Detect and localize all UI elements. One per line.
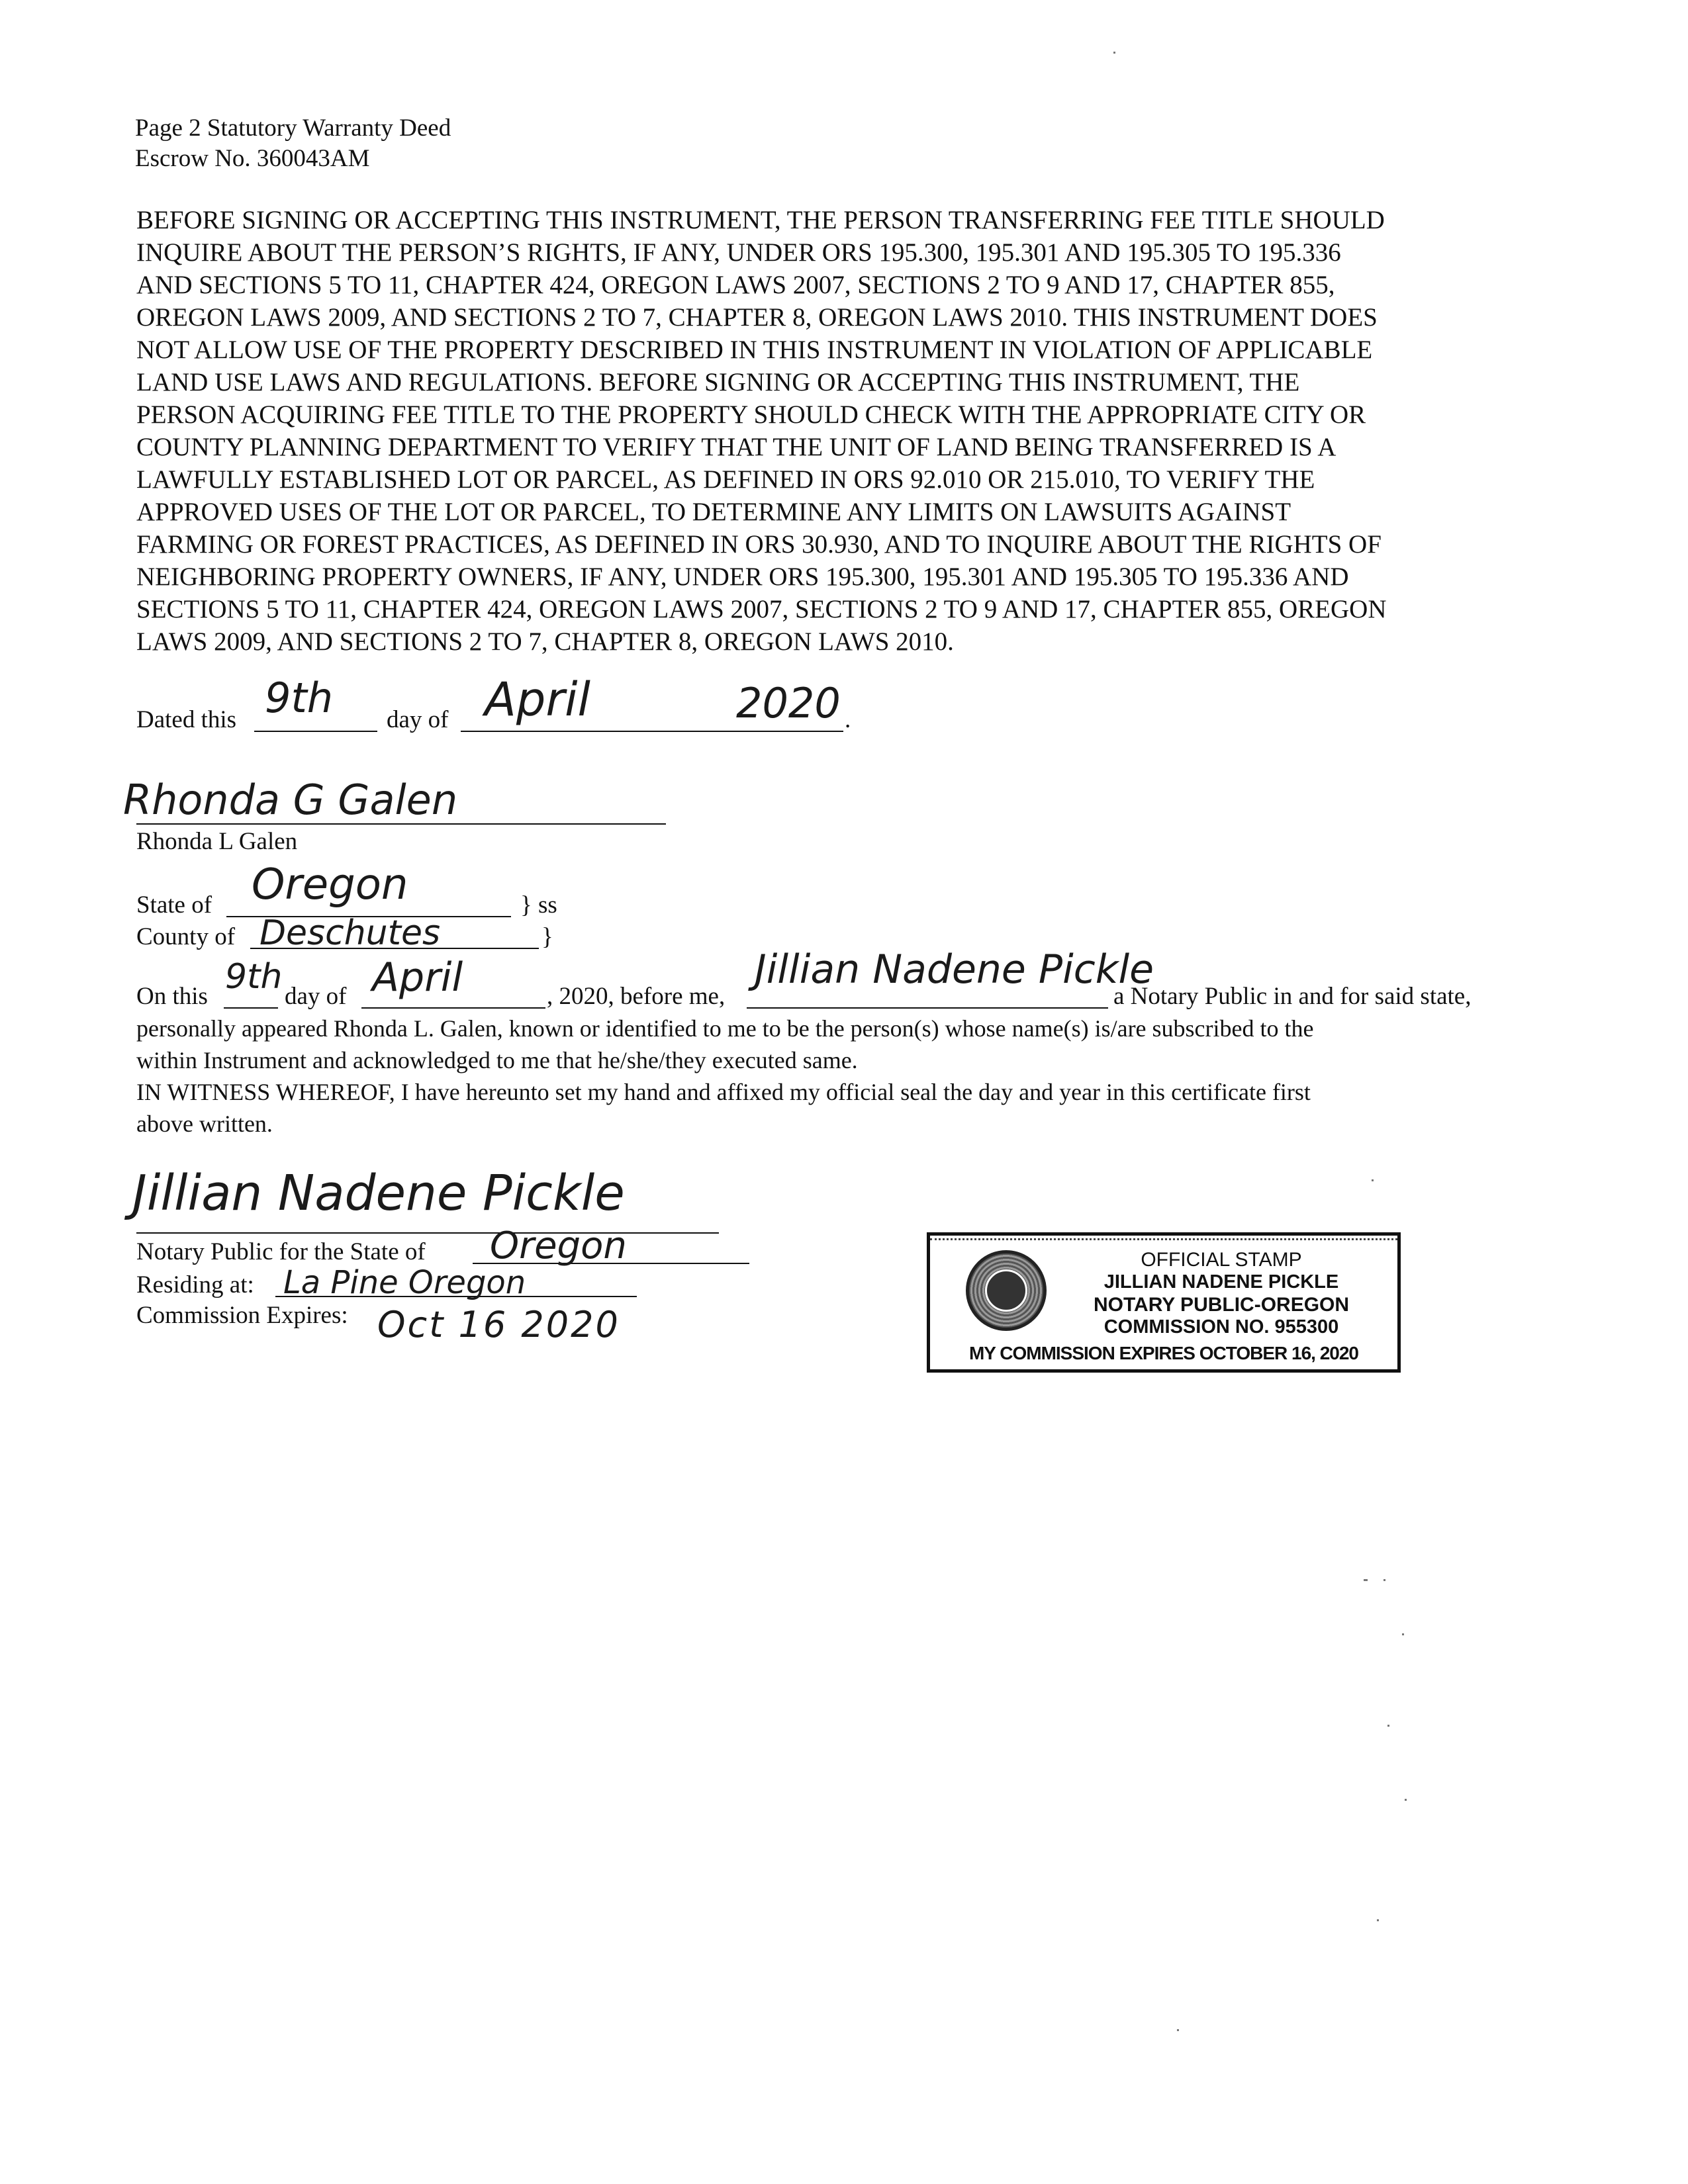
grantor-signature: Rhonda G Galen	[123, 776, 458, 824]
statement-line: PERSON ACQUIRING FEE TITLE TO THE PROPERTY SHOULD CHECK WITH THE APPROPRIATE CITY OR	[136, 400, 1366, 429]
ack-notary-name-blank	[747, 1007, 1108, 1009]
scan-speck	[1402, 1633, 1404, 1635]
notary-signature: Jillian Nadene Pickle	[132, 1165, 625, 1222]
venue-county-handwritten: Deschutes	[259, 913, 441, 953]
statement-line: LAWS 2009, AND SECTIONS 2 TO 7, CHAPTER 8, OREGON LAWS 2010.	[136, 627, 954, 656]
notary-signature-line	[136, 1232, 719, 1234]
scan-speck	[1383, 1579, 1385, 1581]
stamp-top-border	[930, 1238, 1397, 1240]
scan-speck	[1405, 1799, 1407, 1801]
oregon-state-seal-icon	[966, 1250, 1047, 1331]
escrow-number: Escrow No. 360043AM	[135, 145, 370, 172]
scan-speck	[1372, 1179, 1374, 1181]
ack-month-handwritten: April	[372, 954, 463, 1001]
venue-state-handwritten: Oregon	[252, 860, 408, 909]
dated-suffix: .	[845, 706, 851, 733]
ack-line-3: within Instrument and acknowledged to me that he/she/they executed same.	[136, 1047, 858, 1073]
dated-year-handwritten: 2020	[736, 679, 841, 727]
notary-expires-handwritten: Oct 16 2020	[377, 1304, 620, 1345]
statement-line: INQUIRE ABOUT THE PERSON’S RIGHTS, IF ANY, UNDER ORS 195.300, 195.301 AND 195.305 TO 195.336	[136, 238, 1341, 267]
page-header-title: Page 2 Statutory Warranty Deed	[135, 114, 451, 142]
statement-line: APPROVED USES OF THE LOT OR PARCEL, TO DETERMINE ANY LIMITS ON LAWSUITS AGAINST	[136, 498, 1291, 526]
stamp-line-5: MY COMMISSION EXPIRES OCTOBER 16, 2020	[968, 1343, 1359, 1363]
statement-line: NEIGHBORING PROPERTY OWNERS, IF ANY, UNDER ORS 195.300, 195.301 AND 195.305 TO 195.336 AND	[136, 563, 1349, 591]
statement-line: LAND USE LAWS AND REGULATIONS. BEFORE SIGNING OR ACCEPTING THIS INSTRUMENT, THE	[136, 368, 1300, 396]
ack-day-handwritten: 9th	[225, 957, 283, 997]
ack-notary-name-handwritten: Jillian Nadene Pickle	[755, 946, 1154, 993]
notary-residing-label: Residing at:	[136, 1271, 254, 1298]
ack-year-text: , 2020, before me,	[547, 983, 726, 1010]
dated-day-blank	[254, 731, 377, 732]
stamp-line-1: OFFICIAL STAMP	[1141, 1249, 1302, 1271]
notary-state-handwritten: Oregon	[490, 1224, 627, 1267]
ack-day-blank	[224, 1007, 278, 1009]
ack-line-2: personally appeared Rhonda L. Galen, known or identified to me to be the person(s) whose name(s) is/are subscribed to the	[136, 1015, 1314, 1042]
stamp-line-4: COMMISSION NO. 955300	[1103, 1316, 1339, 1338]
ack-day-of: day of	[285, 983, 347, 1010]
venue-brace: }	[541, 923, 553, 950]
scan-speck	[1177, 2029, 1179, 2031]
grantor-signature-line	[136, 823, 666, 825]
dated-middle: day of	[387, 706, 449, 733]
county-label: County of	[136, 923, 236, 950]
ack-line-5: above written.	[136, 1111, 273, 1137]
stamp-line-3: NOTARY PUBLIC-OREGON	[1093, 1294, 1350, 1316]
notary-state-label: Notary Public for the State of	[136, 1238, 426, 1265]
scan-speck	[1387, 1725, 1389, 1727]
notary-expires-label: Commission Expires:	[136, 1302, 348, 1329]
notary-residing-handwritten: La Pine Oregon	[283, 1264, 526, 1301]
ack-month-blank	[361, 1007, 545, 1009]
statement-line: AND SECTIONS 5 TO 11, CHAPTER 424, OREGON LAWS 2007, SECTIONS 2 TO 9 AND 17, CHAPTER 855,	[136, 271, 1335, 299]
statement-line: BEFORE SIGNING OR ACCEPTING THIS INSTRUMENT, THE PERSON TRANSFERRING FEE TITLE SHOULD	[136, 206, 1385, 234]
grantor-printed-name: Rhonda L Galen	[136, 828, 298, 855]
stamp-line-2: JILLIAN NADENE PICKLE	[1103, 1271, 1339, 1293]
statement-line: SECTIONS 5 TO 11, CHAPTER 424, OREGON LAWS 2007, SECTIONS 2 TO 9 AND 17, CHAPTER 855, OREGON	[136, 595, 1387, 623]
dated-day-handwritten: 9th	[265, 674, 334, 722]
statement-line: FARMING OR FOREST PRACTICES, AS DEFINED IN ORS 30.930, AND TO INQUIRE ABOUT THE RIGHTS OF	[136, 530, 1382, 559]
ack-on-this: On this	[136, 983, 208, 1010]
statement-line: COUNTY PLANNING DEPARTMENT TO VERIFY THAT THE UNIT OF LAND BEING TRANSFERRED IS A	[136, 433, 1336, 461]
ack-notary-text: a Notary Public in and for said state,	[1113, 983, 1472, 1010]
statement-line: OREGON LAWS 2009, AND SECTIONS 2 TO 7, CHAPTER 8, OREGON LAWS 2010. THIS INSTRUMENT DOES	[136, 303, 1378, 332]
venue-ss: } ss	[520, 891, 557, 919]
dated-month-blank	[461, 731, 843, 732]
state-label: State of	[136, 891, 212, 919]
scan-speck	[1364, 1579, 1368, 1581]
statement-line: LAWFULLY ESTABLISHED LOT OR PARCEL, AS DEFINED IN ORS 92.010 OR 215.010, TO VERIFY THE	[136, 465, 1315, 494]
official-notary-stamp	[927, 1232, 1401, 1373]
statement-line: NOT ALLOW USE OF THE PROPERTY DESCRIBED IN THIS INSTRUMENT IN VIOLATION OF APPLICABLE	[136, 336, 1373, 364]
dated-month-handwritten: April	[485, 672, 590, 727]
scan-speck	[1377, 1919, 1379, 1921]
dated-prefix: Dated this	[136, 706, 237, 733]
ack-line-4: IN WITNESS WHEREOF, I have hereunto set my hand and affixed my official seal the day and year in this certificate first	[136, 1079, 1311, 1105]
scan-speck	[1113, 52, 1115, 54]
